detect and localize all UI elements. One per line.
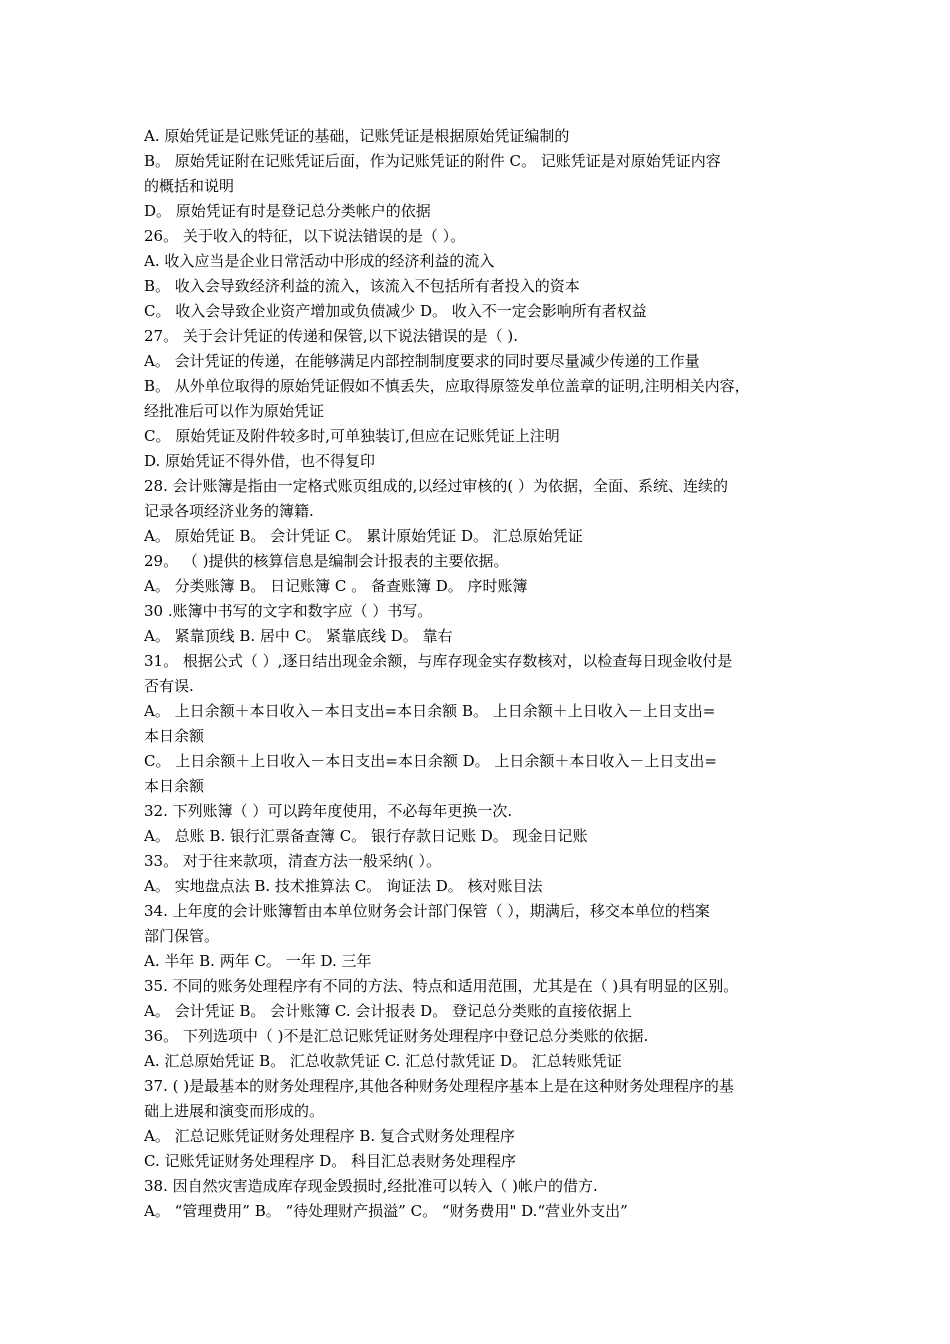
text-line: B。 原始凭证附在记账凭证后面，作为记账凭证的附件 C。 记账凭证是对原始凭证内容 bbox=[144, 152, 721, 170]
text-line: A。 总账 B. 银行汇票备查簿 C。 银行存款日记账 D。 现金日记账 bbox=[144, 827, 588, 845]
text-line: C. 记账凭证财务处理程序 D。 科目汇总表财务处理程序 bbox=[144, 1152, 517, 1170]
text-line: C。 上日余额＋上日收入－本日支出=本日余额 D。 上日余额＋本日收入－上日支出= bbox=[144, 752, 717, 770]
text-line: B。 从外单位取得的原始凭证假如不慎丢失，应取得原签发单位盖章的证明,注明相关内容， bbox=[144, 377, 750, 395]
question-27: 27。 关于会计凭证的传递和保管,以下说法错误的是（ ). bbox=[144, 327, 519, 345]
text-line: A。 原始凭证 B。 会计凭证 C。 累计原始凭证 D。 汇总原始凭证 bbox=[144, 527, 583, 545]
text-line: D. 原始凭证不得外借，也不得复印 bbox=[144, 452, 376, 470]
question-29: 29。 （ )提供的核算信息是编制会计报表的主要依据。 bbox=[144, 552, 509, 570]
question-37: 37. ( )是最基本的财务处理程序,其他各种财务处理程序基本上是在这种财务处理程序的基 bbox=[144, 1077, 734, 1095]
text-line: A。 会计凭证的传递，在能够满足内部控制制度要求的同时要尽量减少传递的工作量 bbox=[144, 352, 700, 370]
text-line: A. 收入应当是企业日常活动中形成的经济利益的流入 bbox=[144, 252, 495, 270]
question-28: 28. 会计账簿是指由一定格式账页组成的,以经过审核的( ）为依据，全面、系统、连续的 bbox=[144, 477, 729, 495]
question-36: 36。 下列选项中（ )不是汇总记账凭证财务处理程序中登记总分类账的依据. bbox=[144, 1027, 649, 1045]
text-line: A。 分类账簿 B。 日记账簿 C 。 备查账簿 D。 序时账簿 bbox=[144, 577, 528, 595]
question-35: 35. 不同的账务处理程序有不同的方法、特点和适用范围，尤其是在（ )具有明显的区别。 bbox=[144, 977, 739, 995]
question-34: 34. 上年度的会计账簿暂由本单位财务会计部门保管（ ），期满后，移交本单位的档案 bbox=[144, 902, 710, 920]
question-26: 26。 关于收入的特征，以下说法错误的是（ ）。 bbox=[144, 227, 466, 245]
question-31: 31。 根据公式（ ）,逐日结出现金余额，与库存现金实存数核对，以检查每日现金收付是 bbox=[144, 652, 733, 670]
document-body bbox=[144, 124, 816, 1224]
text-line: D。 原始凭证有时是登记总分类帐户的依据 bbox=[144, 202, 431, 220]
text-line: 记录各项经济业务的簿籍. bbox=[144, 502, 314, 520]
text-line: 的概括和说明 bbox=[144, 177, 235, 195]
text-line: C。 原始凭证及附件较多时,可单独装订,但应在记账凭证上注明 bbox=[144, 427, 560, 445]
text-line: 本日余额 bbox=[144, 777, 205, 795]
text-line: A。 上日余额＋本日收入－本日支出=本日余额 B。 上日余额＋上日收入－上日支出= bbox=[144, 702, 716, 720]
text-line: 否有误. bbox=[144, 677, 194, 695]
text-line: 部门保管。 bbox=[144, 927, 220, 945]
question-38: 38. 因自然灾害造成库存现金毁损时,经批准可以转入（ )帐户的借方. bbox=[144, 1177, 598, 1195]
question-33: 33。 对于往来款项，清查方法一般采纳( ）。 bbox=[144, 852, 441, 870]
question-30: 30 .账簿中书写的文字和数字应（ ）书写。 bbox=[144, 602, 433, 620]
text-line: 础上进展和演变而形成的。 bbox=[144, 1102, 325, 1120]
question-32: 32. 下列账簿（ ）可以跨年度使用，不必每年更换一次. bbox=[144, 802, 513, 820]
text-line: 本日余额 bbox=[144, 727, 205, 745]
text-line: A。 紧靠顶线 B. 居中 C。 紧靠底线 D。 靠右 bbox=[144, 627, 453, 645]
text-line: A。 “管理费用” B。 “待处理财产损溢” C。 “财务费用" D.“营业外支出” bbox=[144, 1202, 628, 1220]
text-line: B。 收入会导致经济利益的流入，该流入不包括所有者投入的资本 bbox=[144, 277, 580, 295]
text-line: A。 会计凭证 B。 会计账簿 C. 会计报表 D。 登记总分类账的直接依据上 bbox=[144, 1002, 632, 1020]
text-line: A。 汇总记账凭证财务处理程序 B. 复合式财务处理程序 bbox=[144, 1127, 515, 1145]
text-line: A。 实地盘点法 B. 技术推算法 C。 询证法 D。 核对账目法 bbox=[144, 877, 543, 895]
text-line: A. 汇总原始凭证 B。 汇总收款凭证 C. 汇总付款凭证 D。 汇总转账凭证 bbox=[144, 1052, 622, 1070]
text-line: C。 收入会导致企业资产增加或负债减少 D。 收入不一定会影响所有者权益 bbox=[144, 302, 647, 320]
text-line: A. 半年 B. 两年 C。 一年 D. 三年 bbox=[144, 952, 372, 970]
text-line: 经批准后可以作为原始凭证 bbox=[144, 402, 325, 420]
text-line: A. 原始凭证是记账凭证的基础，记账凭证是根据原始凭证编制的 bbox=[144, 127, 570, 145]
